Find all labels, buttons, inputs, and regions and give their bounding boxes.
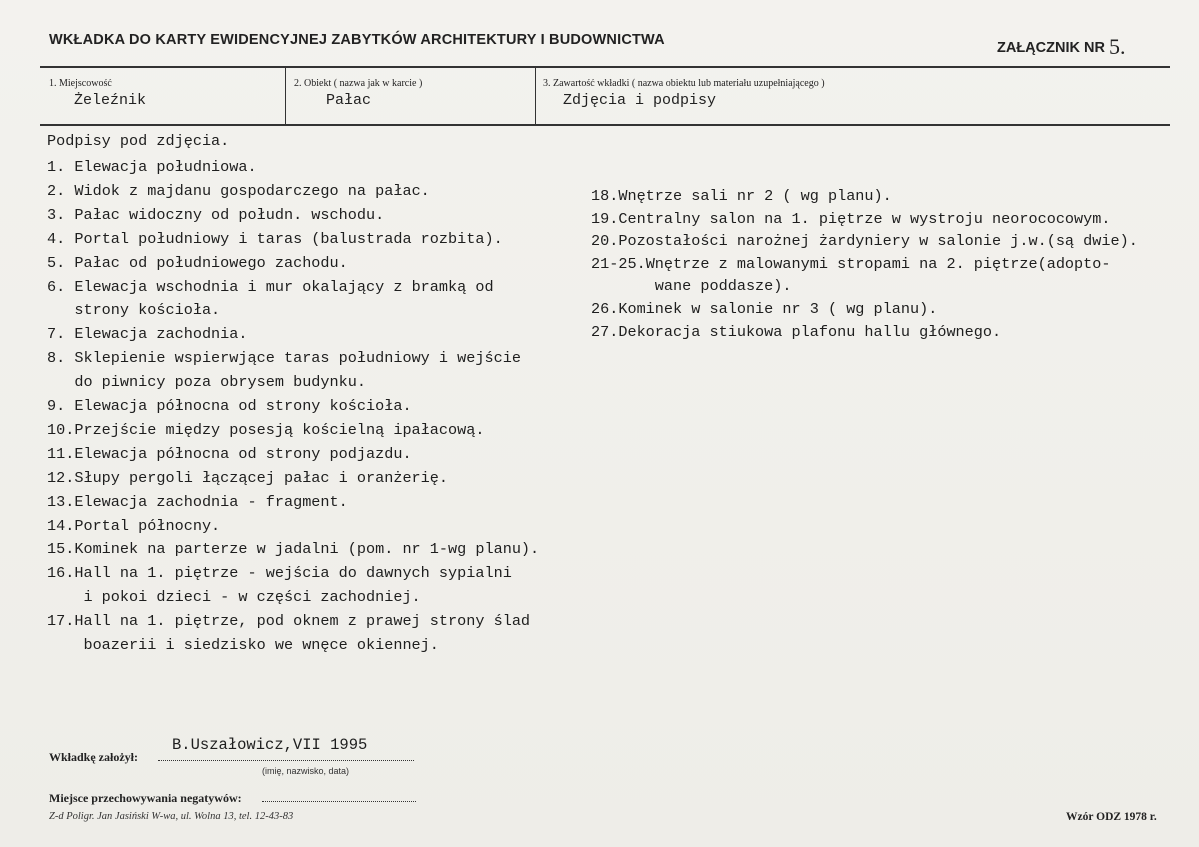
caption-text: Przejście między posesją kościelną ipałacową. [74, 420, 485, 439]
caption-number: 3. [47, 205, 66, 224]
caption-text: Elewacja wschodnia i mur okalający z bramką od [65, 277, 494, 296]
location-value: Żeleźnik [74, 92, 147, 109]
caption-number: 8. [47, 349, 66, 368]
caption-text: Hall na 1. piętrze, pod oknem z prawej strony ślad [74, 612, 531, 631]
caption-number: 2. [47, 181, 66, 200]
card-title: WKŁADKA DO KARTY EWIDENCYJNEJ ZABYTKÓW ARCHITEKTURY I BUDOWNICTWA [49, 32, 665, 48]
caption-number: 18. [591, 187, 619, 205]
caption-text: Hall na 1. piętrze - wejścia do dawnych sypialni [74, 564, 512, 583]
caption-text: Słupy pergoli łączącej pałac i oranżerię. [74, 468, 449, 487]
caption-line [591, 210, 1111, 229]
caption-number: 5. [47, 253, 66, 272]
caption-text: Sklepienie wspierwjące taras południowy i wejście [65, 349, 521, 368]
caption-number: 26. [591, 300, 619, 318]
caption-line [591, 232, 1138, 251]
caption-text: Portal północny. [74, 516, 221, 535]
caption-text: Centralny salon na 1. piętrze w wystroju neorococowym. [618, 209, 1111, 228]
caption-text: wane poddasze). [591, 277, 792, 296]
caption-text: strony kościoła. [47, 301, 221, 320]
caption-line [47, 397, 412, 416]
caption-line [47, 445, 412, 464]
field-table-top-rule [40, 66, 1170, 68]
caption-line [591, 187, 892, 206]
caption-line [591, 255, 1111, 274]
caption-line [47, 421, 484, 440]
caption-number: 20. [591, 232, 619, 251]
annex-label-text: ZAŁĄCZNIK NR [997, 40, 1105, 56]
caption-text: boazerii i siedzisko we wnęce okiennej. [47, 636, 439, 654]
caption-line [47, 158, 257, 177]
caption-text: do piwnicy poza obrysem budynku. [47, 373, 366, 392]
caption-text: Elewacja północna od strony podjazdu. [74, 444, 412, 463]
caption-number: 15. [47, 540, 75, 559]
caption-line [47, 493, 348, 512]
caption-line [47, 588, 421, 607]
author-value: B.Uszałowicz,VII 1995 [172, 736, 368, 754]
caption-text: Kominek na parterze w jadalni (pom. nr 1-wg planu). [74, 540, 540, 559]
caption-text: Dekoracja stiukowa plafonu hallu głównego. [618, 322, 1002, 341]
field-divider-2 [535, 67, 536, 125]
caption-number: 10. [47, 420, 75, 439]
captions-heading: Podpisy pod zdjęcia. [47, 132, 230, 150]
caption-number: 4. [47, 229, 66, 248]
caption-line [47, 230, 503, 249]
caption-line [47, 349, 521, 368]
caption-line [47, 301, 220, 320]
caption-text: Elewacja północna od strony kościoła. [65, 397, 412, 415]
caption-number: 7. [47, 325, 66, 344]
negatives-label: Miejsce przechowywania negatywów: [49, 791, 242, 805]
annex-label [997, 32, 1125, 58]
caption-line [591, 323, 1001, 342]
object-value: Pałac [326, 92, 372, 109]
caption-number: 27. [591, 322, 619, 341]
caption-number: 13. [47, 492, 75, 511]
printer-imprint: Z-d Poligr. Jan Jasiński W-wa, ul. Wolna 13, tel. 12-43-83 [49, 811, 294, 822]
caption-line [47, 325, 248, 344]
caption-line [47, 206, 384, 225]
caption-number: 21-25. [591, 254, 646, 273]
caption-text: Widok z majdanu gospodarczego na pałac. [65, 181, 430, 200]
caption-line [591, 277, 792, 296]
caption-text: Elewacja południowa. [65, 158, 257, 176]
caption-text: Elewacja zachodnia - fragment. [74, 492, 348, 511]
form-code: Wzór ODZ 1978 r. [1066, 811, 1157, 823]
caption-line [47, 182, 430, 201]
caption-line [47, 373, 366, 392]
caption-text: Portal południowy i taras (balustrada rozbita). [65, 229, 503, 248]
caption-text: Wnętrze sali nr 2 ( wg planu). [618, 187, 892, 205]
caption-number: 14. [47, 516, 75, 535]
caption-text: Wnętrze z malowanymi stropami na 2. piętrze(adopto- [645, 254, 1111, 273]
field-divider-1 [285, 67, 286, 125]
author-label: Wkładkę założył: [49, 750, 138, 764]
object-label: 2. Obiekt ( nazwa jak w karcie ) [294, 78, 423, 89]
content-value: Zdjęcia i podpisy [563, 92, 717, 109]
caption-line [47, 254, 348, 273]
caption-line [47, 636, 439, 655]
caption-number: 19. [591, 209, 619, 228]
caption-text: i pokoi dzieci - w części zachodniej. [47, 588, 421, 607]
caption-line [47, 612, 530, 631]
caption-text: Pałac widoczny od połudn. wschodu. [65, 205, 385, 224]
content-label: 3. Zawartość wkładki ( nazwa obiektu lub materiału uzupełniającego ) [543, 78, 825, 89]
caption-line [47, 564, 512, 583]
caption-text: Pałac od południowego zachodu. [65, 253, 348, 272]
caption-line [591, 300, 937, 319]
caption-text: Elewacja zachodnia. [65, 325, 248, 344]
caption-number: 16. [47, 564, 75, 583]
caption-number: 1. [47, 158, 66, 176]
caption-number: 11. [47, 444, 75, 463]
caption-number: 9. [47, 397, 66, 415]
annex-number: 5. [1108, 34, 1126, 59]
caption-number: 6. [47, 277, 66, 296]
field-table-bottom-rule [40, 124, 1170, 126]
author-dotted-line [158, 760, 414, 761]
caption-number: 12. [47, 468, 75, 487]
location-label: 1. Miejscowość [49, 78, 112, 89]
caption-line [47, 278, 494, 297]
caption-number: 17. [47, 612, 75, 631]
caption-line [47, 469, 448, 488]
caption-line [47, 540, 539, 559]
caption-line [47, 517, 220, 536]
caption-text: Pozostałości narożnej żardyniery w salonie j.w.(są dwie). [618, 232, 1138, 251]
negatives-dotted-line [262, 801, 416, 802]
caption-text: Kominek w salonie nr 3 ( wg planu). [618, 300, 938, 318]
author-hint: (imię, nazwisko, data) [262, 766, 350, 776]
